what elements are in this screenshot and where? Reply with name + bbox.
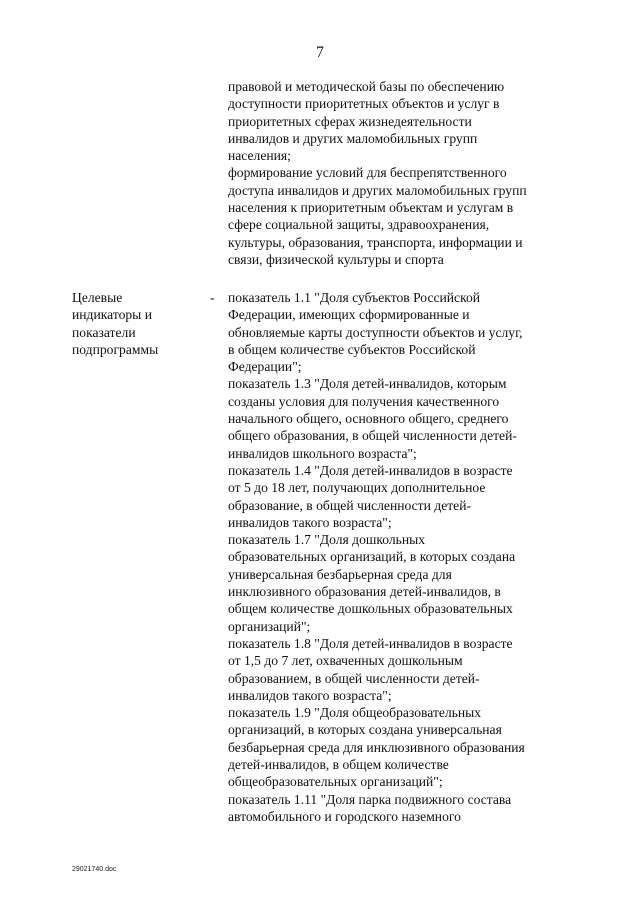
page-number: 7: [316, 44, 324, 61]
text-line: созданы условия для получения качественного: [228, 393, 500, 409]
text-line: культуры, образования, транспорта, информации и: [228, 234, 523, 250]
text-line: образование, в общей численности детей-: [228, 497, 472, 513]
text-line: образовательных организаций, в которых создана: [228, 549, 516, 565]
text-line: обновляемые карты доступности объектов и услуг,: [228, 324, 523, 340]
section-dash: -: [210, 290, 215, 305]
text-line: от 1,5 до 7 лет, охваченных дошкольным: [228, 653, 463, 669]
text-line: организаций";: [228, 618, 311, 634]
text-line: показатель 1.3 "Доля детей-инвалидов, которым: [228, 376, 507, 392]
text-line: сфере социальной защиты, здравоохранения,: [228, 217, 490, 233]
text-line: показатель 1.9 "Доля общеобразовательных: [228, 705, 482, 721]
text-line: населения к приоритетным объектам и услугам в: [228, 200, 514, 216]
text-line: общего образования, в общей численности детей-: [228, 428, 517, 444]
label-line: Целевые: [72, 290, 123, 305]
text-line: начального общего, основного общего, среднего: [228, 411, 509, 427]
text-line: автомобильного и городского наземного: [228, 808, 461, 824]
text-line: безбарьерная среда для инклюзивного образования: [228, 739, 525, 755]
text-line: населения;: [228, 148, 291, 164]
text-line: инвалидов и других маломобильных групп: [228, 130, 478, 146]
text-line: инвалидов школьного возраста";: [228, 445, 417, 461]
section-label: [72, 289, 202, 358]
text-line: формирование условий для беспрепятственного: [228, 165, 507, 181]
text-line: доступности приоритетных объектов и услуг в: [228, 96, 500, 112]
text-line: образованием, в общей численности детей-: [228, 670, 480, 686]
text-line: универсальная безбарьерная среда для: [228, 566, 452, 582]
text-line: Федерации, имеющих сформированные и: [228, 307, 470, 323]
text-line: правовой и методической базы по обеспечению: [228, 79, 505, 94]
label-line: индикаторы и: [72, 307, 152, 323]
text-line: в общем количестве субъектов Российской: [228, 341, 476, 357]
text-line: приоритетных сферах жизнедеятельности: [228, 113, 472, 129]
continued-text-block: [228, 78, 573, 268]
text-line: инвалидов такого возраста";: [228, 687, 392, 703]
text-line: показатель 1.11 "Доля парка подвижного состава: [228, 791, 512, 807]
label-line: показатели: [72, 324, 136, 340]
text-line: инклюзивного образования детей-инвалидов, в: [228, 584, 501, 600]
text-line: общеобразовательных организаций";: [228, 774, 443, 790]
label-line: подпрограммы: [72, 341, 159, 357]
document-footer: 29021740.doc: [72, 866, 117, 873]
text-line: детей-инвалидов, в общем количестве: [228, 757, 449, 773]
text-line: Федерации";: [228, 359, 302, 375]
text-line: инвалидов такого возраста";: [228, 514, 392, 530]
text-line: организаций, в которых создана универсальная: [228, 722, 502, 738]
text-line: доступа инвалидов и других маломобильных групп: [228, 182, 527, 198]
text-line: показатель 1.4 "Доля детей-инвалидов в возрасте: [228, 462, 513, 478]
text-line: связи, физической культуры и спорта: [228, 251, 444, 267]
text-line: показатель 1.8 "Доля детей-инвалидов в возрасте: [228, 635, 513, 651]
text-line: от 5 до 18 лет, получающих дополнительное: [228, 480, 486, 496]
text-line: показатель 1.1 "Доля субъектов Российской: [228, 290, 481, 305]
text-line: показатель 1.7 "Доля дошкольных: [228, 532, 426, 548]
indicators-text-block: [228, 289, 573, 825]
text-line: общем количестве дошкольных образовательных: [228, 601, 513, 617]
